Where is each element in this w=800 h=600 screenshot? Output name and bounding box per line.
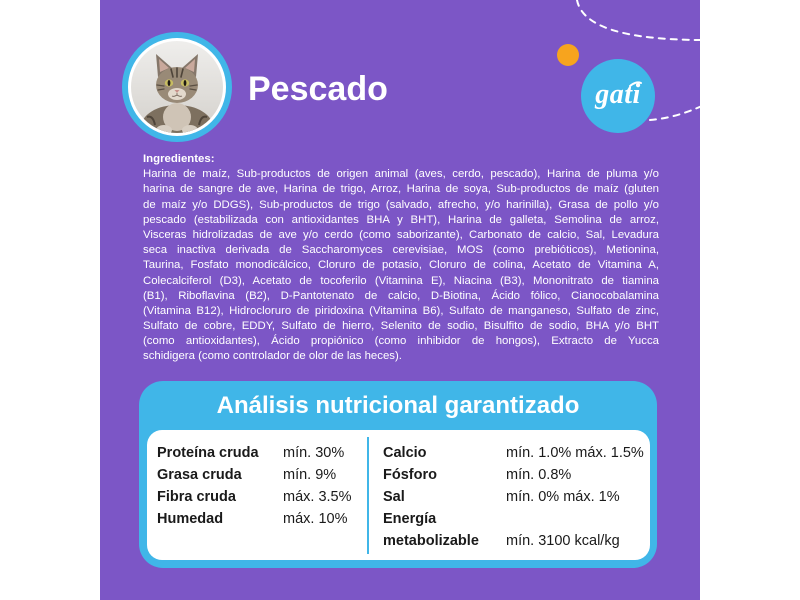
nutrition-box [139, 381, 657, 568]
ingredients-line: pescado (estabilizada con antioxidantes BHA y BHT), Harina de galleta, Semolina de arroz, [143, 213, 659, 226]
ingredients-line: harina de sangre de ave, Harina de trigo, Arroz, Harina de soya, Sub-productos de maíz (gluten [143, 183, 659, 196]
nutrient-value: máx. 10% [283, 511, 348, 527]
nutrient-label: Calcio [383, 445, 427, 461]
ingredients-line: schidigera (como controlador de olor de las heces). [143, 350, 402, 363]
nutrient-label: Proteína cruda [157, 445, 259, 461]
nutrient-label: Sal [383, 489, 405, 505]
nutrition-column-left [157, 442, 352, 530]
nutrition-title: Análisis nutricional garantizado [216, 392, 580, 419]
nutrient-label: Fósforo [383, 467, 437, 483]
nutrient-value: mín. 0% máx. 1% [506, 489, 620, 505]
ingredients-line: (B1), Riboflavina (B2), D-Pantotenato de calcio, D-Biotina, Ácido fólico, Cianocobalamina [143, 289, 659, 302]
nutrition-table [147, 430, 650, 560]
nutrient-value: mín. 9% [283, 467, 337, 483]
ingredients-heading: Ingredientes: [143, 153, 215, 165]
cat-photo-frame [122, 32, 232, 142]
orange-dot [557, 44, 579, 66]
nutrition-column-right [383, 442, 644, 552]
nutrient-value: mín. 3100 kcal/kg [506, 533, 620, 549]
nutrient-label: Humedad [157, 511, 224, 527]
ingredients-line: (como antioxidantes), Ácido propiónico (como inhibidor de hongos), Extracto de Yucca [143, 335, 659, 348]
nutrient-value: máx. 3.5% [283, 489, 352, 505]
nutrient-label: Energía metabolizable [383, 511, 479, 549]
logo-swoosh-icon [581, 59, 655, 133]
ingredients-line: Visceras hidrolizadas de ave y/o cerdo (como saborizante), Carbonato de calcio, Sal, Levadura [143, 228, 659, 241]
ingredients-line: Harina de maíz, Sub-productos de origen animal (aves, cerdo, pescado), Harina de pluma y/o [143, 168, 659, 181]
ingredients-line: de maíz y/o DDGS), Sub-productos de trigo (salvado, afrecho, y/o harinilla), Grasa de pollo y/o [143, 198, 659, 211]
product-title: Pescado [248, 70, 388, 108]
cat-photo [131, 41, 223, 133]
column-divider [367, 437, 369, 554]
ingredients-line: Taurina, Fosfato monodicálcico, Cloruro de potasio, Cloruro de colina, Acetato de Vitamina A, [143, 259, 659, 272]
nutrient-value: mín. 0.8% [506, 467, 572, 483]
ingredients-line: Sulfato de cobre, EDDY, Sulfato de hierro, Selenito de sodio, Bisulfito de sodio, BHA y/o BHT [143, 320, 659, 333]
ingredients-block [143, 152, 659, 365]
nutrient-label: Fibra cruda [157, 489, 236, 505]
ingredients-line: (Vitamina B12), Hidrocloruro de piridoxina (Vitamina B6), Sulfato de manganeso, Sulfato de zinc, [143, 304, 659, 317]
nutrient-value: mín. 1.0% máx. 1.5% [506, 445, 644, 461]
logo-wordmark: gati [595, 79, 641, 110]
ingredients-line: Colecalciferol (D3), Acetato de tocoferilo (Vitamina E), Niacina (B3), Mononitrato de tiamina [143, 274, 659, 287]
nutrient-value: mín. 30% [283, 445, 345, 461]
nutrient-label: Grasa cruda [157, 467, 242, 483]
gati-logo [581, 59, 655, 133]
ingredients-line: seca inactiva derivada de Saccharomyces cerevisiae, MOS (como prebióticos), Metionina, [143, 244, 659, 257]
